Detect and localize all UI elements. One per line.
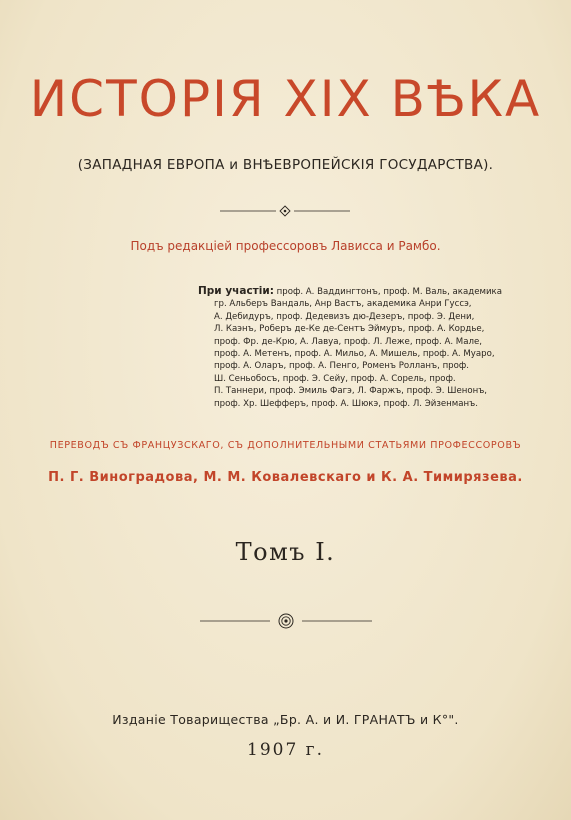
editors-line: Подъ редакціей профессоровъ Лависса и Рамбо. <box>130 239 441 253</box>
contributors-line: А. Дебидуръ, проф. Дедевизъ дю-Дезеръ, проф. Э. Дени, <box>214 311 475 322</box>
translators-line: П. Г. Виноградова, М. М. Ковалевскаго и К. А. Тимирязева. <box>48 470 523 485</box>
divider-ornament-top <box>220 204 350 218</box>
divider-ornament-middle <box>200 611 372 631</box>
publication-year: 1907 г. <box>247 740 324 760</box>
contributors-line: проф. Фр. де-Крю, А. Лавуа, проф. Л. Леже, проф. А. Мале, <box>214 336 482 347</box>
volume-label: Томъ I. <box>235 538 336 566</box>
publisher-line: Изданіе Товарищества „Бр. А. и И. ГРАНАТЪ и К°". <box>112 712 459 727</box>
contributors-line-1: При участіи: проф. А. Ваддингтонъ, проф. М. Валь, академика <box>198 285 503 297</box>
contributors-line: гр. Альберъ Вандаль, Анр Вастъ, академика Анри Гуссэ, <box>214 299 472 310</box>
book-title: ИСТОРІЯ XIX ВѢКА <box>29 70 542 128</box>
contributors-line: Ш. Сеньобосъ, проф. Э. Сейу, проф. А. Сорель, проф. <box>214 373 456 384</box>
contributors-line: П. Таннери, проф. Эмиль Фагэ, Л. Фаржъ, проф. Э. Шенонъ, <box>214 386 488 397</box>
contributors-lead: При участіи: <box>198 285 274 297</box>
translation-note: ПЕРЕВОДЪ СЪ ФРАНЦУЗСКАГО, СЪ ДОПОЛНИТЕЛЬНЫМИ СТАТЬЯМИ ПРОФЕССОРОВЪ <box>49 440 522 451</box>
contributors-line: Л. Каэнъ, Роберъ де-Ке де-Сентъ Эймуръ, проф. А. Кордье, <box>214 324 485 335</box>
contributors-line: проф. А. Оларъ, проф. А. Пенго, Роменъ Ролланъ, проф. <box>214 361 469 372</box>
contributors-line: проф. Хр. Шефферъ, проф. А. Шюкэ, проф. Л. Эйзенманъ. <box>214 398 478 409</box>
contributors-block <box>198 285 503 410</box>
contributors-line: проф. А. Метенъ, проф. А. Мильо, А. Мишель, проф. А. Муаро, <box>214 349 495 360</box>
book-subtitle: (ЗАПАДНАЯ ЕВРОПА и ВНѢЕВРОПЕЙСКІЯ ГОСУДАРСТВА). <box>77 157 494 173</box>
